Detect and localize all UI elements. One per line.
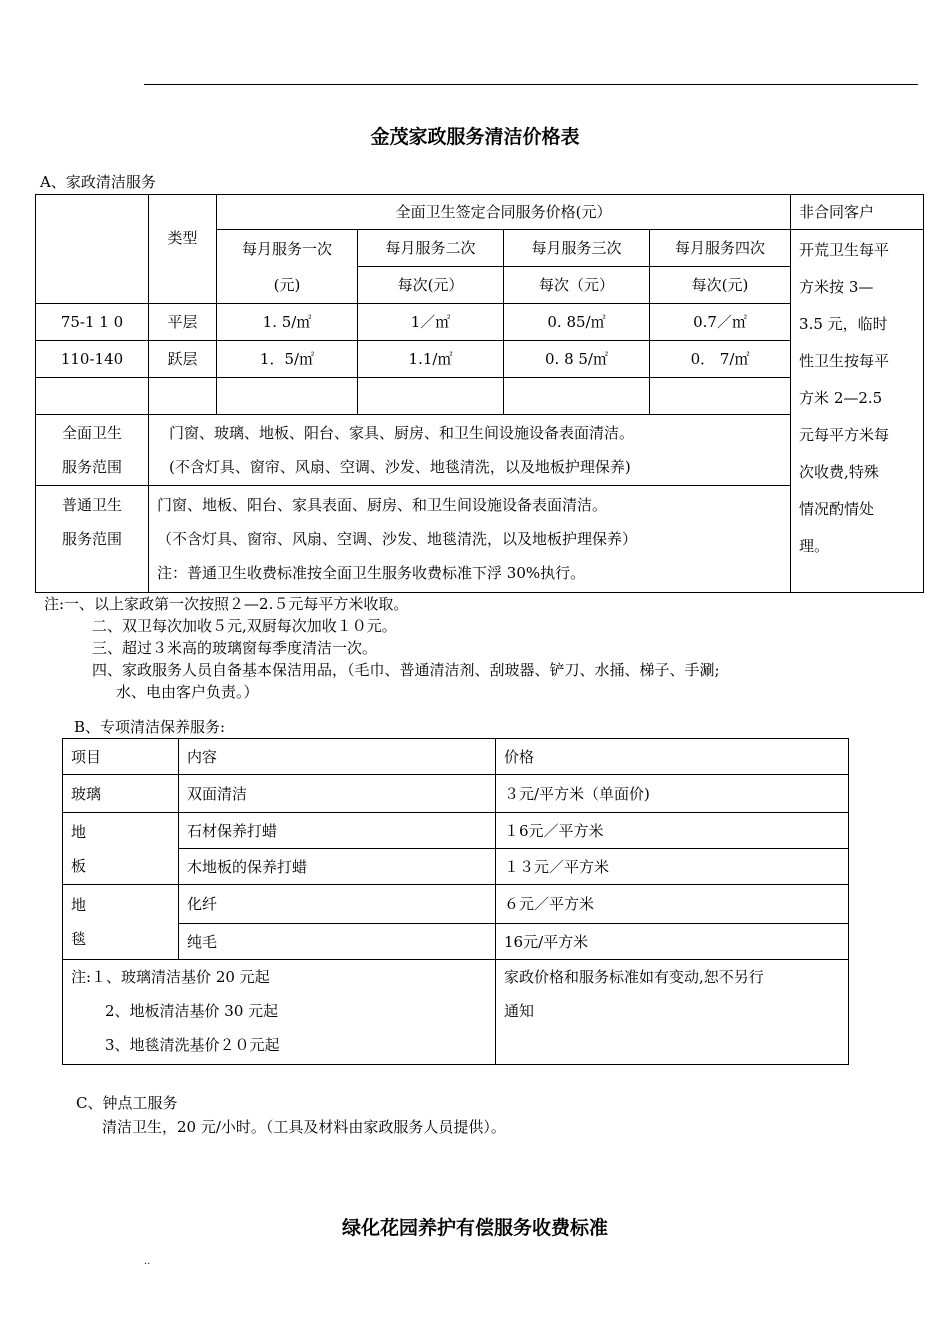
- empty-cell: [504, 378, 650, 415]
- note-line: 注:一、以上家政第一次按照２—2.５元每平方米收取。: [44, 595, 409, 613]
- type-cell: 跃层: [149, 341, 217, 378]
- normal-scope-line: 门窗、地板、阳台、家具表面、厨房、和卫生间设施设备表面清洁。: [157, 496, 608, 514]
- price-change-remark: [496, 960, 849, 1065]
- price-cell: １6元／平方米: [496, 813, 849, 849]
- price-header: 价格: [496, 739, 849, 775]
- noncontract-line: 方米按 3—: [799, 278, 874, 296]
- section-a-notes: [44, 593, 720, 703]
- cleaning-price-table: [35, 194, 924, 593]
- full-scope-line: 门窗、玻璃、地板、阳台、家具、厨房、和卫生间设施设备表面清洁。: [169, 424, 635, 442]
- price-cell: 1.1/㎡: [358, 341, 504, 378]
- content-cell: 纯毛: [179, 924, 496, 960]
- normal-scope-label-line: 服务范围: [61, 530, 122, 548]
- area-cell: 75-1 1 0: [36, 304, 149, 341]
- price-cell: 0． 7/㎡: [650, 341, 791, 378]
- item-char: 地: [71, 896, 87, 914]
- monthly-once-unit: (元): [273, 275, 301, 294]
- page-title: 金茂家政服务清洁价格表: [370, 126, 580, 148]
- empty-cell: [217, 378, 358, 415]
- type-cell: 平层: [149, 304, 217, 341]
- footer-mark: ..: [144, 1256, 151, 1267]
- normal-scope-line: （不含灯具、窗帘、风扇、空调、沙发、地毯清洗，以及地板护理保养）: [157, 530, 638, 548]
- remark-line: 通知: [504, 1002, 535, 1020]
- noncontract-line: 次收费,特殊: [799, 463, 879, 481]
- empty-row: [36, 378, 924, 415]
- table-row: [36, 341, 924, 378]
- note-line: 三、超过３米高的玻璃窗每季度清洁一次。: [92, 639, 378, 657]
- noncontract-line: 理。: [799, 537, 830, 555]
- full-scope-description: [149, 415, 791, 486]
- section-b-notes: [63, 960, 496, 1065]
- content-cell: 石材保养打蜡: [179, 813, 496, 849]
- note-line: 水、电由客户负责。）: [116, 683, 259, 701]
- item-char: 毯: [71, 930, 87, 948]
- monthly-twice-unit: 每次(元）: [358, 267, 504, 304]
- noncontract-line: 情况酌情处: [799, 500, 875, 518]
- full-scope-line: (不含灯具、窗帘、风扇、空调、沙发、地毯清洗，以及地板护理保养): [169, 458, 631, 476]
- noncontract-header: 非合同客户: [791, 195, 924, 230]
- corner-cell: [36, 195, 149, 304]
- full-scope-label: [36, 415, 149, 486]
- noncontract-line: 开荒卫生每平: [799, 241, 890, 259]
- monthly-once-label: 每月服务一次: [241, 239, 332, 258]
- type-header: 类型: [149, 195, 217, 304]
- note-line: 3、地毯清洗基价２０元起: [105, 1036, 280, 1054]
- item-header: 项目: [63, 739, 179, 775]
- section-c-heading: C、钟点工服务: [76, 1094, 178, 1112]
- content-cell: 化纤: [179, 885, 496, 924]
- normal-scope-description: [149, 486, 791, 593]
- table-row: [63, 813, 849, 849]
- monthly-twice-header: 每月服务二次: [358, 230, 504, 267]
- monthly-four-unit: 每次(元): [650, 267, 791, 304]
- price-cell: 1．5/㎡: [217, 341, 358, 378]
- price-cell: 1／㎡: [358, 304, 504, 341]
- noncontract-line: 3.5 元，临时: [799, 315, 888, 333]
- area-cell: 110-140: [36, 341, 149, 378]
- note-line: 四、家政服务人员自备基本保洁用品，（毛巾、普通清洁剂、刮玻器、铲刀、水捅、梯子、手涮;: [92, 661, 720, 679]
- monthly-once-header: [217, 230, 358, 304]
- table-row: [63, 849, 849, 885]
- note-line: 注:１、玻璃清洁基价 20 元起: [71, 968, 270, 986]
- empty-cell: [149, 378, 217, 415]
- noncontract-line: 性卫生按每平: [799, 352, 890, 370]
- noncontract-line: 元每平方米每: [799, 426, 890, 444]
- full-scope-label-line: 服务范围: [61, 458, 122, 476]
- section-c-text: 清洁卫生，20 元/小时。（工具及材料由家政服务人员提供）。: [102, 1118, 506, 1136]
- table-row: [63, 775, 849, 813]
- price-cell: 0. 8 5/㎡: [504, 341, 650, 378]
- monthly-four-header: 每月服务四次: [650, 230, 791, 267]
- section-b-heading: B、专项清洁保养服务:: [74, 718, 226, 736]
- noncontract-line: 方米 2—2.5: [799, 389, 883, 407]
- empty-cell: [36, 378, 149, 415]
- contract-price-header: 全面卫生签定合同服务价格(元）: [217, 195, 791, 230]
- price-cell: 0. 85/㎡: [504, 304, 650, 341]
- special-cleaning-table: [62, 738, 849, 1065]
- item-cell: [63, 813, 179, 885]
- normal-scope-label: [36, 486, 149, 593]
- normal-scope-line: 注：普通卫生收费标准按全面卫生服务收费标准下浮 30%执行。: [157, 564, 586, 582]
- noncontract-description: [791, 230, 924, 593]
- table-row: [36, 304, 924, 341]
- table-row: [63, 885, 849, 924]
- monthly-thrice-unit: 每次（元）: [504, 267, 650, 304]
- note-line: 二、双卫每次加收５元,双厨每次加收１０元。: [92, 617, 397, 635]
- item-cell: [63, 885, 179, 960]
- price-cell: 0.7／㎡: [650, 304, 791, 341]
- empty-cell: [650, 378, 791, 415]
- price-cell: 1. 5/㎡: [217, 304, 358, 341]
- price-cell: １３元／平方米: [496, 849, 849, 885]
- monthly-thrice-header: 每月服务三次: [504, 230, 650, 267]
- item-char: 板: [71, 856, 87, 875]
- header-rule: [144, 84, 918, 85]
- item-cell: 玻璃: [63, 775, 179, 813]
- content-cell: 木地板的保养打蜡: [179, 849, 496, 885]
- section-a-heading: A、家政清洁服务: [40, 173, 156, 191]
- empty-cell: [358, 378, 504, 415]
- normal-scope-label-line: 普通卫生: [61, 496, 122, 514]
- note-line: 2、地板清洁基价 30 元起: [105, 1002, 279, 1020]
- content-header: 内容: [179, 739, 496, 775]
- full-scope-label-line: 全面卫生: [61, 424, 122, 442]
- content-cell: 双面清洁: [179, 775, 496, 813]
- price-cell: ６元／平方米: [496, 885, 849, 924]
- price-cell: 16元/平方米: [496, 924, 849, 960]
- price-cell: ３元/平方米（单面价): [496, 775, 849, 813]
- item-char: 地: [71, 822, 87, 841]
- remark-line: 家政价格和服务标准如有变动,恕不另行: [504, 968, 764, 986]
- table-row: [63, 924, 849, 960]
- second-title: 绿化花园养护有偿服务收费标准: [341, 1217, 608, 1239]
